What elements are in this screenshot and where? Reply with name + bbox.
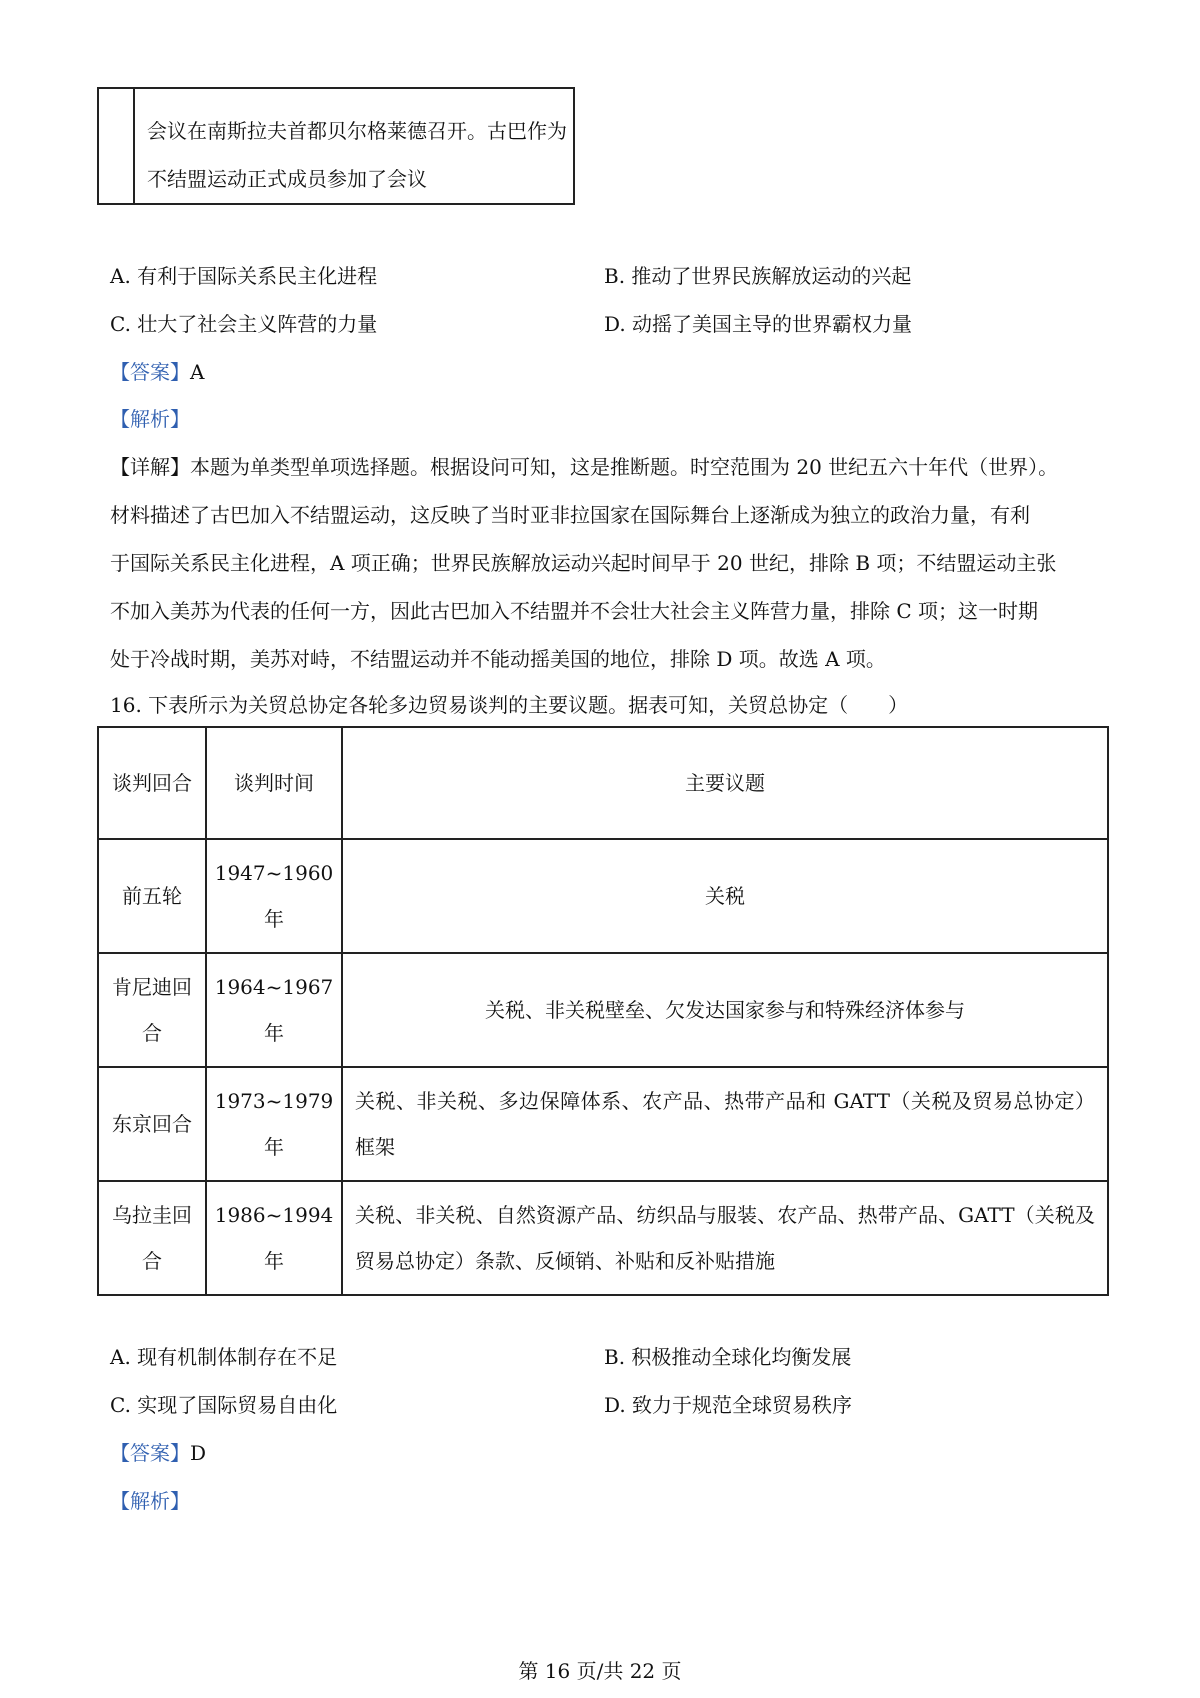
detail-line-2: 材料描述了古巴加入不结盟运动，这反映了当时亚非拉国家在国际舞台上逐渐成为独立的政治力量，有利 bbox=[110, 503, 1030, 527]
topics-cell: 关税 bbox=[342, 839, 1108, 953]
option-d: D. 动摇了美国主导的世界霸权力量 bbox=[604, 312, 913, 336]
detail-line-5: 处于冷战时期，美苏对峙，不结盟运动并不能动摇美国的地位，排除 D 项。故选 A 项。 bbox=[110, 647, 886, 671]
header-topics: 主要议题 bbox=[342, 727, 1108, 839]
round-cell: 东京回合 bbox=[98, 1067, 206, 1181]
round-cell: 前五轮 bbox=[98, 839, 206, 953]
round-cell: 乌拉圭回合 bbox=[98, 1181, 206, 1295]
gatt-rounds-table bbox=[97, 726, 1109, 1296]
q16-option-a: A. 现有机制体制存在不足 bbox=[110, 1345, 338, 1369]
option-a: A. 有利于国际关系民主化进程 bbox=[110, 264, 378, 288]
detail-line-4: 不加入美苏为代表的任何一方，因此古巴加入不结盟并不会壮大社会主义阵营力量，排除 C 项；这一时期 bbox=[110, 599, 1039, 623]
option-b: B. 推动了世界民族解放运动的兴起 bbox=[604, 264, 912, 288]
answer-value: D bbox=[190, 1441, 207, 1465]
q16-answer-line bbox=[110, 1439, 206, 1467]
table-row bbox=[98, 839, 1108, 953]
topics-cell: 关税、非关税、多边保障体系、农产品、热带产品和 GATT（关税及贸易总协定）框架 bbox=[342, 1067, 1108, 1181]
previous-table-fragment bbox=[97, 87, 575, 205]
detail-line-1: 【详解】本题为单类型单项选择题。根据设问可知，这是推断题。时空范围为 20 世纪五六十年代（世界）。 bbox=[110, 455, 1059, 479]
option-c: C. 壮大了社会主义阵营的力量 bbox=[110, 312, 378, 336]
question-16-stem: 16. 下表所示为关贸总协定各轮多边贸易谈判的主要议题。据表可知，关贸总协定（ ） bbox=[110, 693, 909, 717]
table-column-divider bbox=[133, 89, 135, 203]
table-row bbox=[98, 1067, 1108, 1181]
q16-analysis-tag: 【解析】 bbox=[110, 1489, 190, 1513]
detail-line-3: 于国际关系民主化进程，A 项正确；世界民族解放运动兴起时间早于 20 世纪，排除 B 项；不结盟运动主张 bbox=[110, 551, 1057, 575]
page-footer: 第 16 页/共 22 页 bbox=[518, 1659, 682, 1683]
analysis-tag: 【解析】 bbox=[110, 407, 190, 431]
table-row bbox=[98, 953, 1108, 1067]
table-row bbox=[98, 1181, 1108, 1295]
answer-tag: 【答案】 bbox=[110, 360, 190, 384]
table-cell-text: 会议在南斯拉夫首都贝尔格莱德召开。古巴作为不结盟运动正式成员参加了会议 bbox=[147, 119, 567, 191]
time-cell: 1964~1967 年 bbox=[206, 953, 342, 1067]
q16-option-d: D. 致力于规范全球贸易秩序 bbox=[604, 1393, 853, 1417]
topics-cell: 关税、非关税壁垒、欠发达国家参与和特殊经济体参与 bbox=[342, 953, 1108, 1067]
round-cell: 肯尼迪回合 bbox=[98, 953, 206, 1067]
topics-cell: 关税、非关税、自然资源产品、纺织品与服装、农产品、热带产品、GATT（关税及贸易总协定）条款、反倾销、补贴和反补贴措施 bbox=[342, 1181, 1108, 1295]
table-header-row bbox=[98, 727, 1108, 839]
answer-tag: 【答案】 bbox=[110, 1441, 190, 1465]
time-cell: 1947~1960 年 bbox=[206, 839, 342, 953]
time-cell: 1986~1994 年 bbox=[206, 1181, 342, 1295]
q16-option-b: B. 积极推动全球化均衡发展 bbox=[604, 1345, 852, 1369]
time-cell: 1973~1979 年 bbox=[206, 1067, 342, 1181]
header-time: 谈判时间 bbox=[206, 727, 342, 839]
answer-line bbox=[110, 358, 204, 386]
header-round: 谈判回合 bbox=[98, 727, 206, 839]
answer-value: A bbox=[190, 360, 205, 384]
q16-option-c: C. 实现了国际贸易自由化 bbox=[110, 1393, 338, 1417]
